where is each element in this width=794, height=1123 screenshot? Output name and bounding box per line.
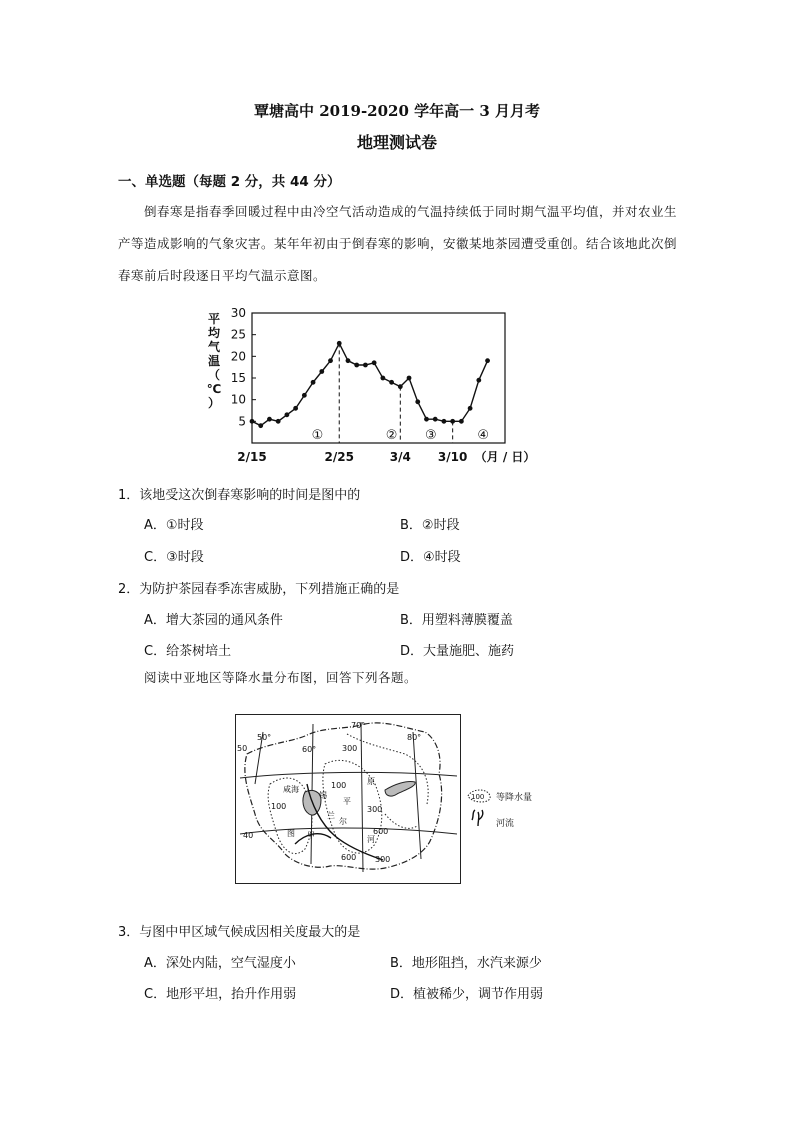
q3-option-c: C．地形平坦，抬升作用弱 <box>144 987 297 1002</box>
isohyet-label: 100 <box>271 802 287 811</box>
data-point <box>442 419 447 424</box>
y-tick-label: 5 <box>238 414 246 429</box>
isohyet-label: 300 <box>375 855 391 864</box>
place-label: 平 <box>343 797 351 806</box>
period-label: ③ <box>425 428 437 443</box>
y-tick-label: 15 <box>230 371 246 385</box>
isohyet-label: 300 <box>342 744 358 753</box>
data-point <box>372 360 377 365</box>
question-3-stem: 3．与图中甲区域气候成因相关度最大的是 <box>118 925 361 940</box>
q2-option-d: D．大量施肥、施药 <box>400 644 515 659</box>
y-axis-label: （ <box>207 368 221 382</box>
x-tick-label: 2/15 <box>237 450 267 464</box>
data-point <box>485 358 490 363</box>
place-label: 咸海 <box>283 785 299 794</box>
data-point <box>433 417 438 422</box>
river-icon <box>472 810 483 826</box>
data-point <box>459 419 464 424</box>
central-asia-precipitation-map <box>235 714 461 884</box>
passage-text: 倒春寒是指春季回暖过程中由冷空气活动造成的气温持续低于同时期气温平均值，并对农业生产等造成影响的气象灾害。某年年初由于倒春寒的影响，安徽某地茶园遭受重创。结合该地此次倒春寒前后时段逐日平均气温示意图。 <box>118 204 678 283</box>
y-tick-label: 30 <box>230 306 246 320</box>
legend-isohyet-symbol: 100 <box>471 793 485 801</box>
q3-option-a: A．深处内陆，空气湿度小 <box>144 956 296 971</box>
data-point <box>337 341 342 346</box>
data-point <box>328 358 333 363</box>
q2-option-a: A．增大茶园的通风条件 <box>144 613 283 628</box>
data-point <box>363 363 368 368</box>
data-point <box>398 384 403 389</box>
data-point <box>319 369 324 374</box>
y-tick-label: 10 <box>230 392 246 407</box>
y-tick-label: 25 <box>230 327 246 342</box>
data-point <box>380 376 385 381</box>
data-point <box>415 399 420 404</box>
y-axis-label: 平 <box>207 312 221 326</box>
lat-label: 50 <box>237 744 248 753</box>
map-legend <box>466 786 556 836</box>
place-label: 兰 <box>327 811 335 820</box>
period-label: ① <box>311 428 324 443</box>
isohyet-label: 100 <box>331 781 347 790</box>
legend-river-label: 河流 <box>496 819 515 829</box>
page-title: 覃塘高中 2019-2020 学年高一 3 月月考 <box>253 102 541 120</box>
data-point <box>276 419 281 424</box>
data-point <box>250 419 255 424</box>
page-subtitle: 地理测试卷 <box>356 133 437 152</box>
lat-label: 40 <box>243 831 254 840</box>
data-point <box>424 417 429 422</box>
chart-frame <box>252 313 505 443</box>
lon-label: 70° <box>351 721 366 730</box>
data-point <box>450 419 455 424</box>
question-2-stem: 2．为防护茶园春季冻害威胁，下列措施正确的是 <box>118 582 400 597</box>
isohyet-label: 300 <box>367 805 383 814</box>
x-tick-label: 2/25 <box>324 450 354 464</box>
q1-option-b: B．②时段 <box>400 518 460 533</box>
x-tick-label: 3/4 <box>389 450 411 464</box>
q1-option-d: D．④时段 <box>400 550 461 565</box>
place-label: 原 <box>367 777 375 786</box>
data-point <box>407 376 412 381</box>
q3-option-d: D．植被稀少，调节作用弱 <box>390 987 544 1002</box>
temperature-chart <box>200 305 540 470</box>
y-tick-label: 20 <box>230 349 246 364</box>
y-axis-label: ） <box>207 396 221 410</box>
section-heading: 一、单选题（每题 2 分，共 44 分） <box>118 174 341 190</box>
data-point <box>476 378 481 383</box>
y-axis-label: 均 <box>207 326 221 340</box>
place-label: 图 <box>287 829 295 838</box>
isohyet-label: 600 <box>341 853 357 862</box>
data-point <box>354 363 359 368</box>
lon-label: 80° <box>407 733 422 742</box>
q2-option-c: C．给茶树培土 <box>144 644 232 659</box>
data-point <box>293 406 298 411</box>
y-axis-label: ℃ <box>206 382 222 396</box>
data-point <box>267 417 272 422</box>
period-label: ② <box>385 428 398 443</box>
y-axis-label: 气 <box>207 340 221 354</box>
place-label: 锡 <box>319 791 327 800</box>
data-point <box>346 358 351 363</box>
x-axis-label: （月 / 日） <box>474 450 536 464</box>
q3-option-b: B．地形阻挡，水汽来源少 <box>390 956 542 971</box>
y-axis-label: 温 <box>207 354 221 368</box>
data-point <box>258 423 263 428</box>
legend-isohyet-label: 等降水量 <box>496 793 533 803</box>
q1-option-c: C．③时段 <box>144 550 204 565</box>
x-tick-label: 3/10 <box>437 450 468 464</box>
data-point <box>311 380 316 385</box>
q1-option-a: A．①时段 <box>144 518 204 533</box>
data-point <box>468 406 473 411</box>
data-point <box>302 393 307 398</box>
place-label: 尔 <box>339 817 347 826</box>
isohyet-label: 600 <box>373 827 389 836</box>
place-label: 甲 <box>307 831 315 840</box>
map-intro: 阅读中亚地区等降水量分布图，回答下列各题。 <box>144 670 418 685</box>
data-point <box>389 380 394 385</box>
lon-label: 50° <box>257 733 272 742</box>
place-label: 河 <box>367 835 375 844</box>
data-point <box>284 412 289 417</box>
question-1-stem: 1．该地受这次倒春寒影响的时间是图中的 <box>118 488 361 503</box>
period-label: ④ <box>477 428 490 443</box>
q2-option-b: B．用塑料薄膜覆盖 <box>400 613 513 628</box>
lon-label: 60° <box>302 745 317 754</box>
